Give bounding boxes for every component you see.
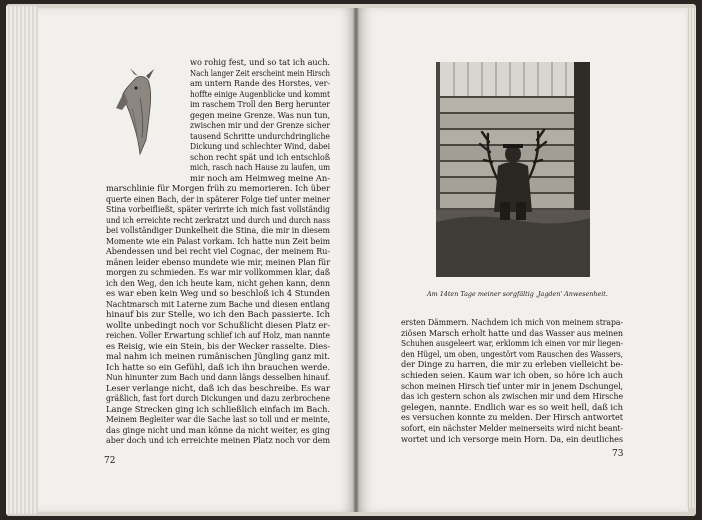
left-page-number: 72 bbox=[104, 456, 116, 466]
text-line: Ich hatte so ein Gefühl, daß ich ihn brauchen werde. bbox=[106, 362, 330, 373]
text-line: zwischen mir und der Grenze sicher bbox=[190, 121, 330, 131]
text-line: im raschem Troll den Berg herunter bbox=[190, 100, 330, 110]
text-line: gräßlich, fast fort durch Dickungen und dazu zerbrochene bbox=[106, 394, 330, 404]
text-line: es versuchen konnte zu melden. Der Hirsch antwortet bbox=[401, 413, 623, 424]
text-line: hinauf bis zur Stelle, wo ich den Bach passierte. Ich bbox=[106, 310, 330, 320]
text-line: schon meinen Hirsch tief unter mir in jenem Dschungel, bbox=[401, 381, 623, 392]
text-line: bei vollständiger Dunkelheit die Stina, die mir in diesem bbox=[106, 226, 330, 236]
hunting-photograph bbox=[436, 62, 590, 277]
text-line: tausend Schritte undurchdringliche bbox=[190, 131, 330, 142]
text-line: Nachtmarsch mit Laterne zum Bache und diesen entlang bbox=[106, 299, 330, 310]
text-line: hoffte einige Augenblicke und kommt bbox=[190, 89, 330, 100]
page-edges-right bbox=[686, 8, 696, 508]
text-line: wortet und ich versorge mein Horn. Da, ein deutliches bbox=[401, 434, 623, 445]
text-line: und ich erreichte recht zerkratzt und durch und durch nass bbox=[106, 215, 330, 226]
text-line: Schuhen ausgeleert war, erklomm ich einen vor mir liegen- bbox=[401, 339, 623, 350]
text-line: schon recht spät und ich entschloß bbox=[190, 152, 330, 163]
text-line: das ginge nicht und man könne da nicht weiter, es ging bbox=[106, 425, 330, 436]
text-line: ersten Dämmern. Nachdem ich mich von meinem strapa- bbox=[401, 318, 623, 328]
text-line: wollte unbedingt noch vor Schußlicht diesen Platz er- bbox=[106, 320, 330, 331]
right-page-number: 73 bbox=[612, 449, 624, 459]
photo-caption: Am 14ten Tage meiner sorgfältig ‚Jagden' Anwesenheit. bbox=[427, 290, 608, 298]
text-line: wo rohig fest, und so tat ich auch. bbox=[190, 58, 330, 68]
text-line: mänen leider ebenso mundete wie mir, meinen Plan für bbox=[106, 257, 330, 268]
deer-head-illustration bbox=[112, 68, 170, 158]
text-line: das ich gestern schon als zwischen mir und dem Hirsche bbox=[401, 392, 623, 403]
text-line: Nach langer Zeit erscheint mein Hirsch bbox=[190, 68, 330, 79]
text-line: aber doch und ich erreichte meinen Platz noch vor dem bbox=[106, 436, 330, 446]
text-line: es war eben kein Weg und so beschloß ich 4 Stunden bbox=[106, 289, 330, 299]
text-line: der Dinge zu harren, die mir zu erleben vielleicht be- bbox=[401, 360, 623, 371]
text-line: ich den Weg, den ich heute kam, nicht gehen kann, denn bbox=[106, 278, 330, 289]
book-gutter bbox=[353, 8, 359, 512]
text-line: mir noch am Heimweg meine An- bbox=[190, 173, 330, 184]
text-line: schieden seien. Kaum war ich oben, so höre ich auch bbox=[401, 371, 623, 381]
text-line: Nun hinunter zum Bach und dann längs desselben hinauf. bbox=[106, 373, 330, 383]
text-line: Lange Strecken ging ich schließlich einfach im Bach. bbox=[106, 404, 330, 415]
text-line: Abendessen und bei recht viel Cognac, der meinem Ru- bbox=[106, 247, 330, 257]
text-line: Leser verlange nicht, daß ich das beschreibe. Es war bbox=[106, 383, 330, 394]
text-line: gegen meine Grenze. Was nun tun, bbox=[190, 110, 330, 121]
text-line: mal nahm ich meinen rumänischen Jüngling ganz mit. bbox=[106, 352, 330, 362]
text-line: marschlinie für Morgen früh zu memorieren. Ich über bbox=[106, 184, 330, 194]
text-line: gelegen, nannte. Endlich war es so weit hell, daß ich bbox=[401, 402, 623, 413]
text-line: den Hügel, um oben, ungestört vom Rauschen des Wassers, bbox=[401, 349, 623, 360]
text-line: Dickung und schlechter Wind, dabei bbox=[190, 142, 330, 152]
text-line: am untern Rande des Horstes, ver- bbox=[190, 79, 330, 89]
text-line: Momente wie ein Palast vorkam. Ich hatte nun Zeit beim bbox=[106, 236, 330, 247]
text-line: Meinem Begleiter war die Sache last so toll und er meinte, bbox=[106, 415, 330, 425]
text-line: sofort, ein nächster Melder meinerseits wird nicht beant- bbox=[401, 424, 623, 434]
text-line: morgen zu schmieden. Es war mir vollkommen klar, daß bbox=[106, 268, 330, 278]
text-line: mich, rasch nach Hause zu laufen, um bbox=[190, 163, 330, 173]
text-line: ziösen Marsch erholt hatte und das Wasser aus meinen bbox=[401, 328, 623, 339]
text-line: reichen. Voller Erwartung schlief ich auf Holz, man nannte bbox=[106, 331, 330, 341]
page-edges-left bbox=[6, 6, 38, 514]
text-line: es Reisig, wie ein Stein, bis der Wecker rasselte. Dies- bbox=[106, 341, 330, 352]
text-line: Stina vorbeifließt, später verirrte ich mich fast vollständig bbox=[106, 205, 330, 215]
text-line: querte einen Bach, der in späterer Folge tief unter meiner bbox=[106, 194, 330, 205]
